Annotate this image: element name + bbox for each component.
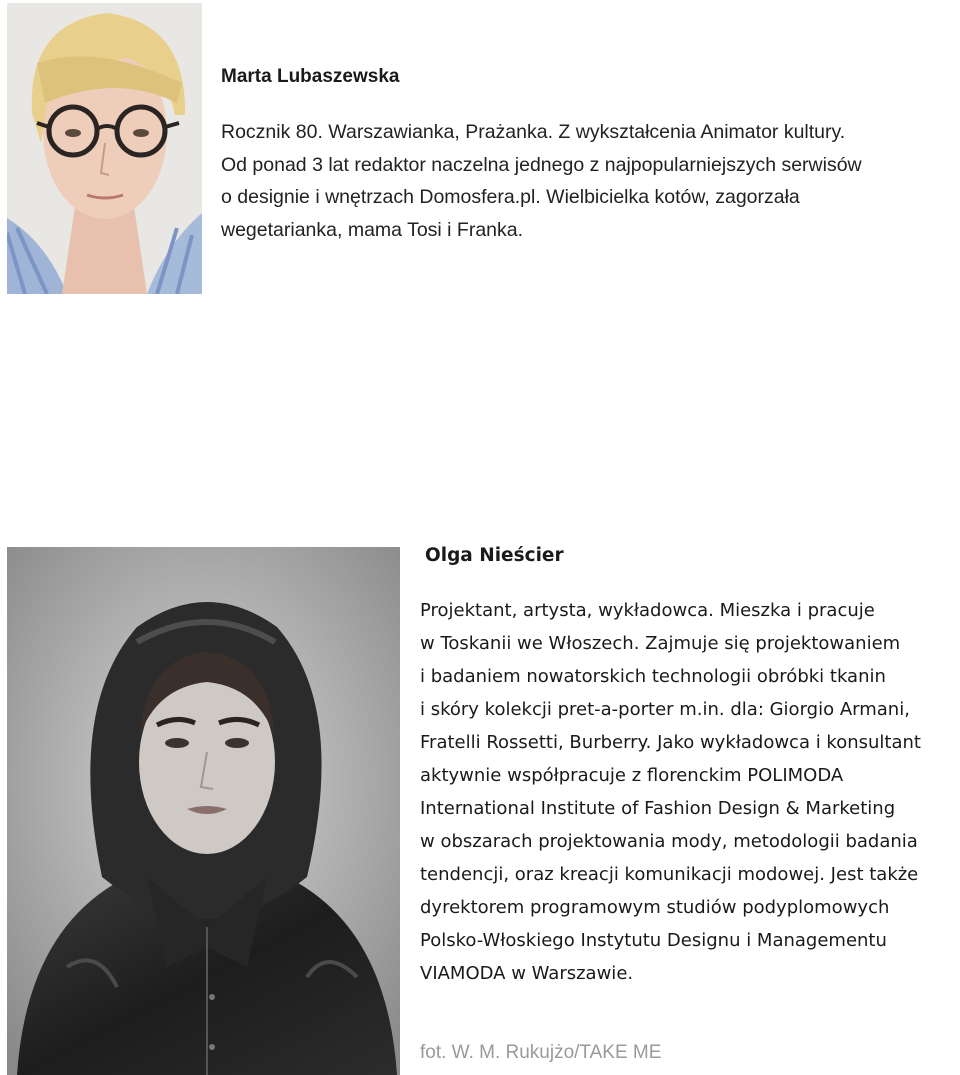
bio-line: Projektant, artysta, wykładowca. Mieszka i pracuje (420, 600, 875, 621)
portrait-photo-olga (7, 547, 400, 1075)
bio-line: Fratelli Rossetti, Burberry. Jako wykładowca i konsultant (420, 732, 921, 753)
person-name-marta: Marta Lubaszewska (221, 66, 400, 87)
bio-line: VIAMODA w Warszawie. (420, 963, 634, 984)
bio-line: International Institute of Fashion Design & Marketing (420, 798, 896, 819)
bio-line: i skóry kolekcji pret-a-porter m.in. dla: Giorgio Armani, (420, 699, 910, 720)
bio-olga (420, 594, 960, 990)
bio-line: i badaniem nowatorskich technologii obróbki tkanin (420, 666, 886, 687)
photo-credit: fot. W. M. Rukujżo/TAKE ME (420, 1042, 662, 1063)
bio-line: Rocznik 80. Warszawianka, Prażanka. Z wykształcenia Animator kultury. (221, 121, 846, 143)
bio-line: Od ponad 3 lat redaktor naczelna jednego z najpopularniejszych serwisów (221, 153, 862, 176)
bio-line: Polsko-Włoskiego Instytutu Designu i Managementu (420, 930, 887, 951)
bio-line: tendencji, oraz kreacji komunikacji modowej. Jest także (420, 864, 919, 885)
bio-line: w Toskanii we Włoszech. Zajmuje się projektowaniem (420, 633, 901, 654)
bio-line: dyrektorem programowym studiów podyplomowych (420, 897, 890, 918)
portrait-image (7, 547, 400, 1075)
bio-line: o designie i wnętrzach Domosfera.pl. Wielbicielka kotów, zagorzała (221, 186, 800, 208)
bio-line: w obszarach projektowania mody, metodologii badania (420, 831, 918, 852)
bio-line: aktywnie współpracuje z florenckim POLIMODA (420, 765, 844, 786)
bio-marta (221, 116, 941, 246)
portrait-photo-marta (7, 3, 202, 294)
bio-line: wegetarianka, mama Tosi i Franka. (221, 218, 524, 241)
portrait-image (7, 3, 202, 294)
person-name-olga: Olga Nieścier (425, 545, 564, 566)
